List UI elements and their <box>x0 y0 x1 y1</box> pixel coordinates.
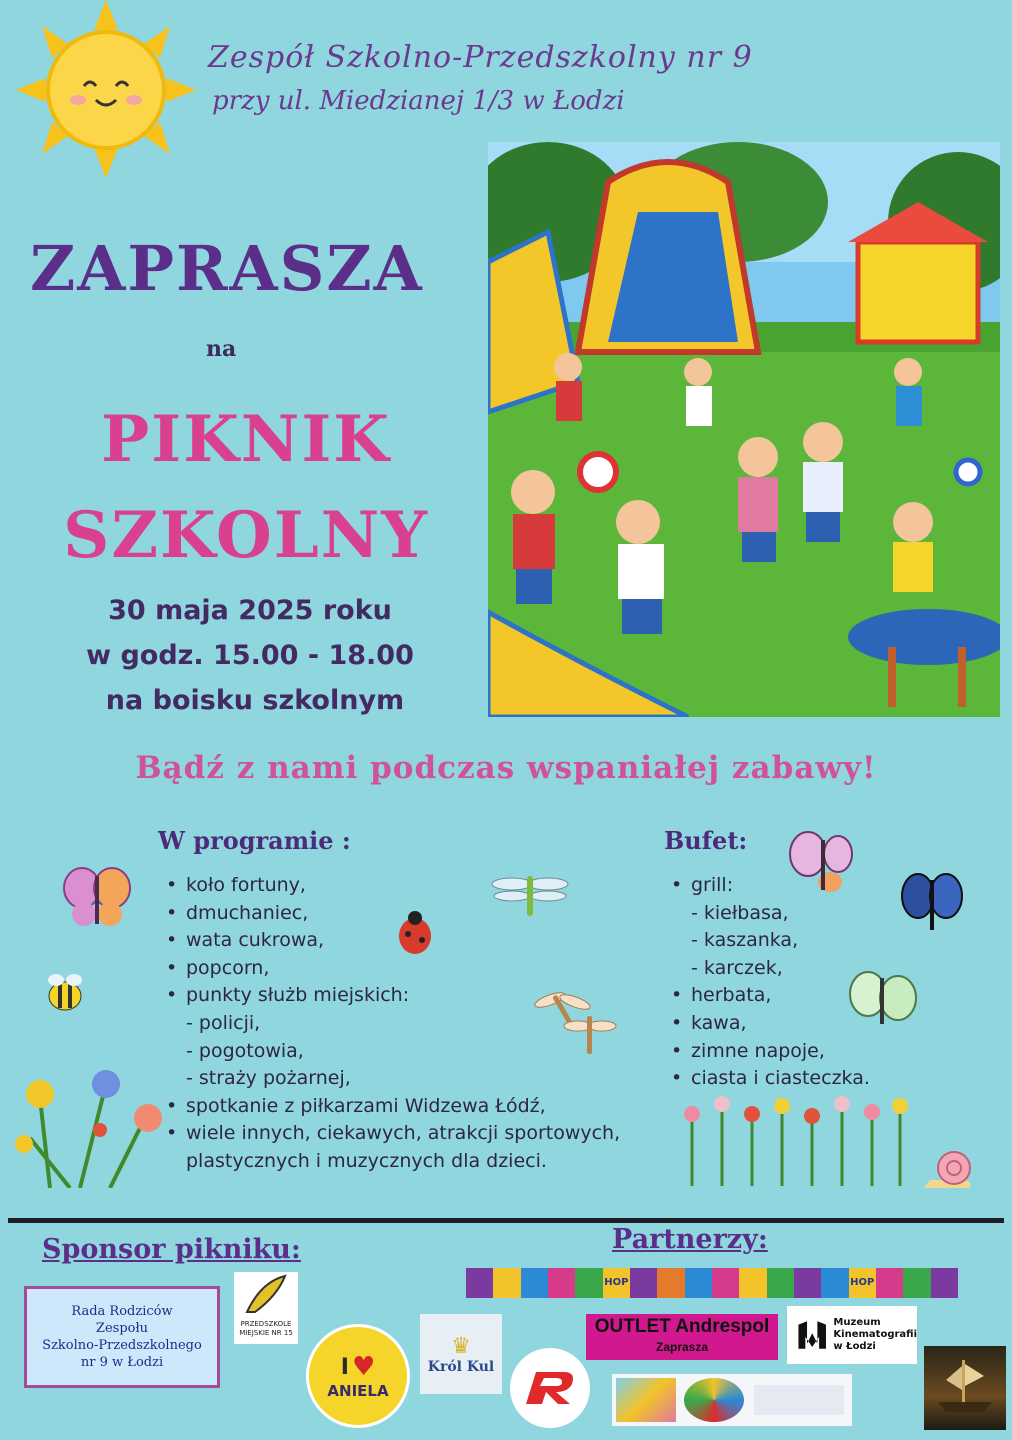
strip-label: HOP <box>849 1268 876 1298</box>
list-item: • herbata, <box>691 982 870 1010</box>
muzeum-text <box>833 1317 917 1353</box>
r-logo <box>510 1348 590 1428</box>
strip-label: HOP <box>603 1268 630 1298</box>
butterfly-icon <box>62 862 132 932</box>
dragonfly-icon <box>490 868 570 918</box>
aniela-text: ANIELA <box>327 1382 389 1400</box>
krol-kul-logo <box>420 1314 502 1394</box>
tagline: Bądź z nami podczas wspaniałej zabawy! <box>135 750 877 786</box>
ship-icon <box>924 1346 1006 1430</box>
event-time: w godz. 15.00 - 18.00 <box>86 640 414 671</box>
list-item: - karczek, <box>691 956 783 979</box>
heart-icon: ♥ <box>351 1352 376 1382</box>
list-item: - kaszanka, <box>691 929 799 952</box>
sponsor-box <box>24 1286 220 1388</box>
divider <box>8 1218 1004 1223</box>
list-item: - straży pożarnej, <box>186 1067 351 1090</box>
aniela-i: I <box>340 1354 349 1380</box>
picnic-illustration <box>488 142 1000 717</box>
list-item: • kawa, <box>691 1010 870 1038</box>
r-mark-icon <box>522 1368 578 1408</box>
butterfly-icon <box>900 870 964 940</box>
bee-icon <box>40 966 90 1036</box>
sponsor-line: nr 9 w Łodzi <box>80 1355 164 1370</box>
sponsor-heading: Sponsor pikniku: <box>42 1234 301 1265</box>
film-m-icon <box>795 1315 829 1355</box>
list-item: • ciasta i ciasteczka. <box>691 1065 870 1093</box>
sponsor-line: Szkolno-Przedszkolnego <box>42 1338 202 1353</box>
butterfly-icon <box>846 968 918 1030</box>
list-item: plastycznych i muzycznych dla dzieci. <box>186 1149 547 1172</box>
tree-icon <box>241 1272 291 1316</box>
event-info <box>40 588 460 723</box>
butterfly-icon <box>788 830 858 900</box>
flowers-icon <box>682 1094 912 1186</box>
outlet-title: OUTLET Andrespol <box>594 1316 770 1337</box>
list-item: • wata cukrowa, <box>186 927 620 955</box>
list-item: • dmuchaniec, <box>186 900 620 928</box>
flowers-icon <box>10 1068 170 1188</box>
ladybug-icon <box>390 906 440 960</box>
list-item: • koło fortuny, <box>186 872 620 900</box>
event-place: na boisku szkolnym <box>105 685 405 716</box>
aniela-logo <box>306 1324 410 1428</box>
crown-icon: ♛ <box>451 1333 471 1359</box>
program-heading: W programie : <box>158 826 351 855</box>
dragonfly-icon <box>560 1008 620 1058</box>
muzeum-logo <box>787 1306 917 1364</box>
snail-icon <box>920 1148 976 1192</box>
sun-icon <box>6 0 206 180</box>
outlet-subtitle: Zaprasza <box>655 1340 709 1354</box>
school-address: przy ul. Miedzianej 1/3 w Łodzi <box>212 86 625 116</box>
muzeum-line: w Łodzi <box>833 1341 876 1352</box>
school-name: Zespół Szkolno-Przedszkolny nr 9 <box>208 40 753 75</box>
event-title-line1: PIKNIK <box>101 402 391 477</box>
muzeum-line: Kinematografii <box>833 1329 917 1340</box>
ship-logo <box>924 1346 1006 1430</box>
list-item: - kiełbasa, <box>691 901 789 924</box>
krol-kul-text: Król Kul <box>427 1358 495 1375</box>
list-item: - pogotowia, <box>186 1039 304 1062</box>
partners-heading: Partnerzy: <box>612 1224 768 1255</box>
przedszkole-logo <box>234 1272 298 1344</box>
invite-heading: ZAPRASZA <box>30 232 424 305</box>
outlet-logo <box>586 1314 778 1360</box>
list-item: • popcorn, <box>186 955 620 983</box>
invite-na: na <box>206 336 237 362</box>
przedszkole-text <box>234 1320 298 1338</box>
event-title <box>36 392 456 584</box>
list-item: • zimne napoje, <box>691 1038 870 1066</box>
przedszkole-line: PRZEDSZKOLE <box>240 1320 292 1328</box>
event-date: 30 maja 2025 roku <box>108 595 392 626</box>
bufet-list <box>691 872 870 1093</box>
sponsor-line: Zespołu <box>95 1321 149 1336</box>
list-item: • wiele innych, ciekawych, atrakcji sportowych, <box>186 1120 620 1148</box>
muzeum-line: Muzeum <box>833 1317 881 1328</box>
przedszkole-line: MIEJSKIE NR 15 <box>239 1329 293 1337</box>
list-item: - policji, <box>186 1011 261 1034</box>
sponsor-line: Rada Rodziców <box>71 1304 173 1319</box>
bufet-heading: Bufet: <box>664 826 748 855</box>
event-title-line2: SZKOLNY <box>63 498 429 573</box>
list-item: • grill: <box>691 872 870 900</box>
list-item: • punkty służb miejskich: <box>186 982 620 1010</box>
partners-pattern-strip <box>466 1268 958 1298</box>
list-item: • spotkanie z piłkarzami Widzewa Łódź, <box>186 1093 620 1121</box>
partner-banner <box>612 1374 852 1426</box>
